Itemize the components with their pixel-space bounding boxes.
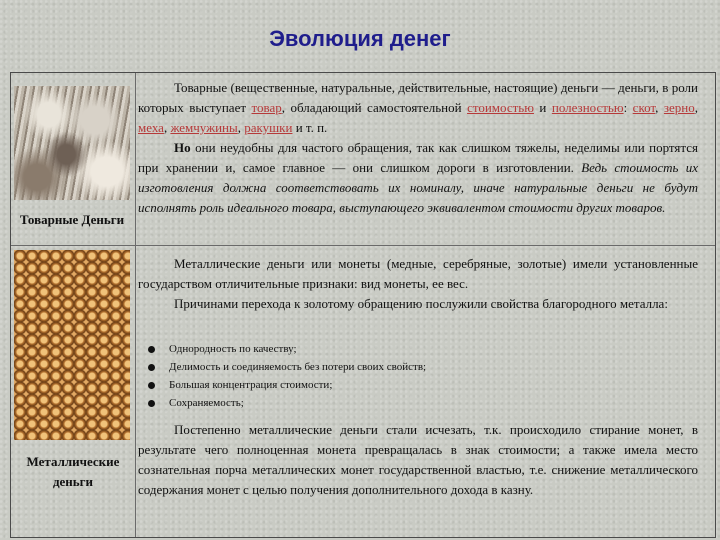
list-item xyxy=(148,358,426,376)
paragraph: Металлические деньги или монеты (медные, серебряные, золотые) имели установленные государством отличительные признаки: вид монеты, ее вес. xyxy=(138,256,698,291)
fur-pelts-image xyxy=(14,86,130,200)
text: и т. п. xyxy=(292,120,328,135)
paragraph xyxy=(138,78,698,138)
link-zhemchuzhiny[interactable]: жемчужины xyxy=(170,120,238,135)
text: , xyxy=(237,120,245,135)
list-item-text: Сохраняемость; xyxy=(169,397,244,409)
caption-commodity-money: Товарные Деньги xyxy=(19,212,125,227)
link-meha[interactable]: меха xyxy=(138,120,164,135)
list-item-text: Делимость и соединяемость без потери своих свойств; xyxy=(169,361,427,373)
paragraph xyxy=(138,138,698,218)
text: они неудобны для частого обращения, так как слишком тяжелы, неделимы или портятся при хранении и, самое главное — они слишком дороги в изготовлении. xyxy=(138,140,698,175)
bullet-list xyxy=(148,340,426,412)
caption-metal-money: Металлические деньги xyxy=(26,454,120,489)
link-stoimost[interactable]: стоимостью xyxy=(467,100,534,115)
coins-pile-image xyxy=(14,250,130,440)
text: , xyxy=(163,120,171,135)
bullet-dot-icon xyxy=(148,400,155,407)
italic-text: Ведь стоимость их изготовления должна соответствовать их номиналу, иначе натуральные деньги не будут исполнять роль идеального товара, выступающего эквивалентом стоимости других товаров. xyxy=(138,160,698,215)
list-item xyxy=(148,376,426,394)
list-item xyxy=(148,340,426,358)
list-item-text: Большая концентрация стоимости; xyxy=(169,379,333,391)
text: Товарные (вещественные, натуральные, действительные, настоящие) деньги — деньги, в роли которых выступает xyxy=(138,80,698,115)
link-tovar[interactable]: товар xyxy=(251,100,282,115)
text: и xyxy=(533,100,552,115)
bullet-dot-icon xyxy=(148,346,155,353)
paragraph: Постепенно металлические деньги стали исчезать, т.к. происходило стирание монет, в результате чего полноценная монета превращалась в знак стоимости; а также имела место сознательная порча металлических монет государственной властью, т.е. снижение металлического содержания монет с целью получения дополнительного дохода в казну. xyxy=(138,422,698,497)
list-item xyxy=(148,394,426,412)
text: , xyxy=(694,100,698,115)
bold-text: Но xyxy=(174,140,191,155)
link-poleznost[interactable]: полезностью xyxy=(551,100,624,115)
metal-money-conclusion xyxy=(138,420,698,500)
paragraph: Причинами перехода к золотому обращению послужили свойства благородного металла: xyxy=(174,296,668,311)
link-rakushki[interactable]: ракушки xyxy=(244,120,293,135)
bullet-dot-icon xyxy=(148,382,155,389)
text: , обладающий самостоятельной xyxy=(281,100,468,115)
bullet-dot-icon xyxy=(148,364,155,371)
row-divider xyxy=(11,245,715,246)
list-item-text: Однородность по качеству; xyxy=(169,343,297,355)
metal-money-text xyxy=(138,254,698,314)
link-skot[interactable]: скот xyxy=(632,100,656,115)
link-zerno[interactable]: зерно xyxy=(663,100,695,115)
text: : xyxy=(623,100,633,115)
page-title: Эволюция денег xyxy=(269,26,451,51)
text: , xyxy=(655,100,664,115)
commodity-money-text xyxy=(138,78,698,218)
